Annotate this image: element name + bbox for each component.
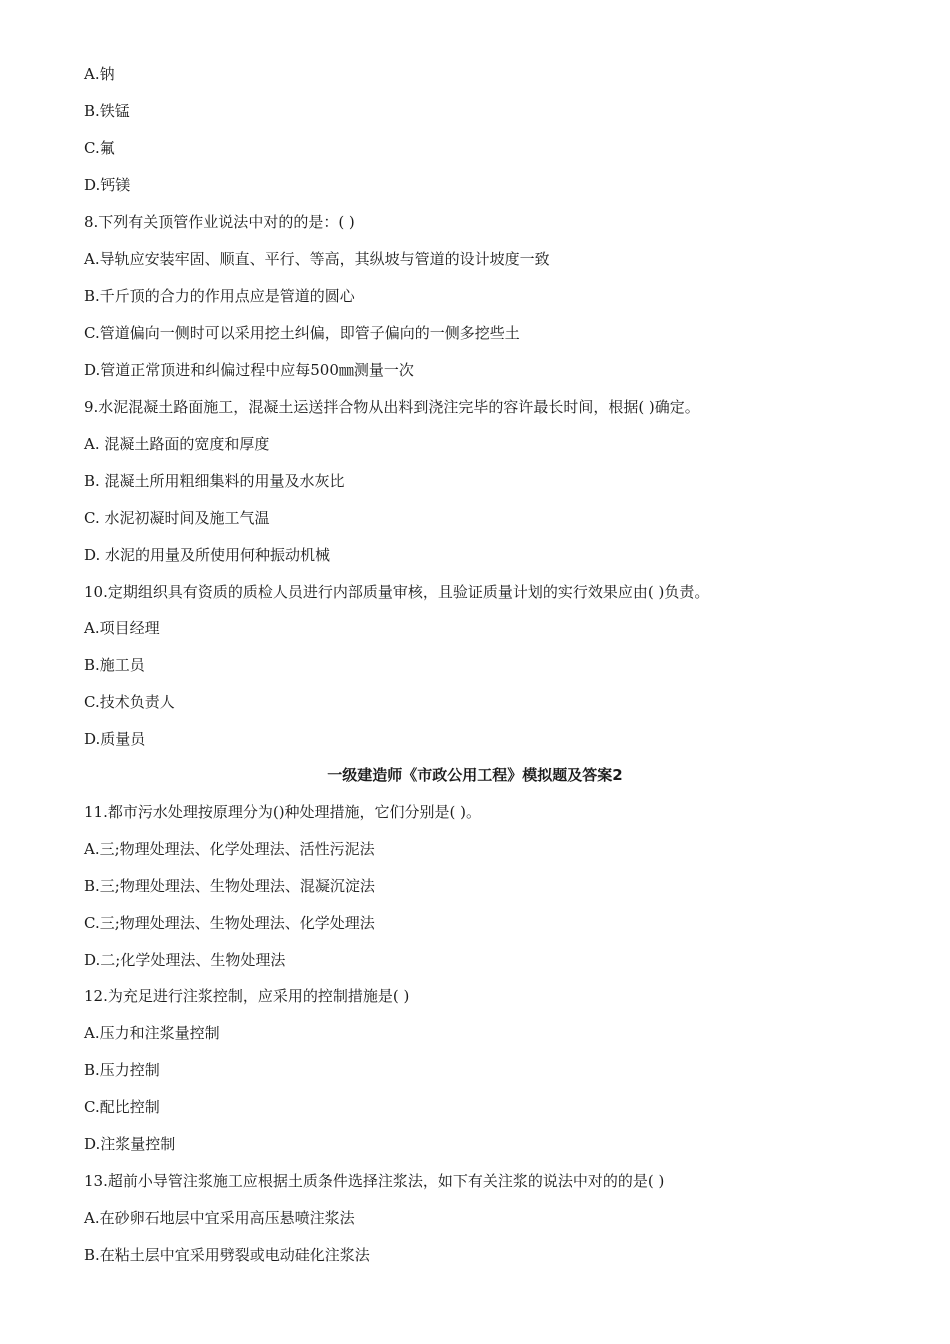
option-line: A.钠 bbox=[84, 65, 115, 83]
option-line: A.项目经理 bbox=[84, 619, 160, 637]
option-line: C.氟 bbox=[84, 139, 115, 157]
question-line: 12.为充足进行注浆控制，应采用的控制措施是( ) bbox=[84, 987, 410, 1005]
question-line: 8.下列有关顶管作业说法中对的的是：( ) bbox=[84, 213, 355, 231]
option-line: C.三;物理处理法、生物处理法、化学处理法 bbox=[84, 914, 375, 932]
option-line: A.在砂卵石地层中宜采用高压悬喷注浆法 bbox=[84, 1209, 355, 1227]
option-line: B.三;物理处理法、生物处理法、混凝沉淀法 bbox=[84, 877, 375, 895]
option-line: C. 水泥初凝时间及施工气温 bbox=[84, 509, 270, 527]
option-line: C.管道偏向一侧时可以采用挖土纠偏，即管子偏向的一侧多挖些土 bbox=[84, 324, 520, 342]
option-line: D.质量员 bbox=[84, 730, 146, 748]
option-line: A.导轨应安装牢固、顺直、平行、等高，其纵坡与管道的设计坡度一致 bbox=[84, 250, 550, 268]
option-line: B.压力控制 bbox=[84, 1061, 160, 1079]
option-line: B.施工员 bbox=[84, 656, 145, 674]
option-line: C.配比控制 bbox=[84, 1098, 160, 1116]
option-line: D.钙镁 bbox=[84, 176, 131, 194]
option-line: B. 混凝土所用粗细集料的用量及水灰比 bbox=[84, 472, 345, 490]
option-line: B.铁锰 bbox=[84, 102, 130, 120]
option-line: D.管道正常顶进和纠偏过程中应每500㎜测量一次 bbox=[84, 361, 414, 379]
question-line: 13.超前小导管注浆施工应根据土质条件选择注浆法，如下有关注浆的说法中对的的是( ) bbox=[84, 1172, 665, 1190]
section-heading: 一级建造师《市政公用工程》模拟题及答案2 bbox=[327, 766, 623, 784]
option-line: A.压力和注浆量控制 bbox=[84, 1024, 220, 1042]
option-line: D. 水泥的用量及所使用何种振动机械 bbox=[84, 546, 331, 564]
option-line: B.在粘土层中宜采用劈裂或电动硅化注浆法 bbox=[84, 1246, 370, 1264]
option-line: B.千斤顶的合力的作用点应是管道的圆心 bbox=[84, 287, 355, 305]
question-line: 11.都市污水处理按原理分为()种处理措施，它们分别是( )。 bbox=[84, 803, 482, 821]
option-line: D.注浆量控制 bbox=[84, 1135, 176, 1153]
question-line: 9.水泥混凝土路面施工，混凝土运送拌合物从出料到浇注完毕的容许最长时间，根据( )确定。 bbox=[84, 398, 700, 416]
option-line: A.三;物理处理法、化学处理法、活性污泥法 bbox=[84, 840, 375, 858]
option-line: A. 混凝土路面的宽度和厚度 bbox=[84, 435, 270, 453]
question-line: 10.定期组织具有资质的质检人员进行内部质量审核，且验证质量计划的实行效果应由( )负责。 bbox=[84, 583, 710, 601]
option-line: D.二;化学处理法、生物处理法 bbox=[84, 951, 286, 969]
option-line: C.技术负责人 bbox=[84, 693, 175, 711]
